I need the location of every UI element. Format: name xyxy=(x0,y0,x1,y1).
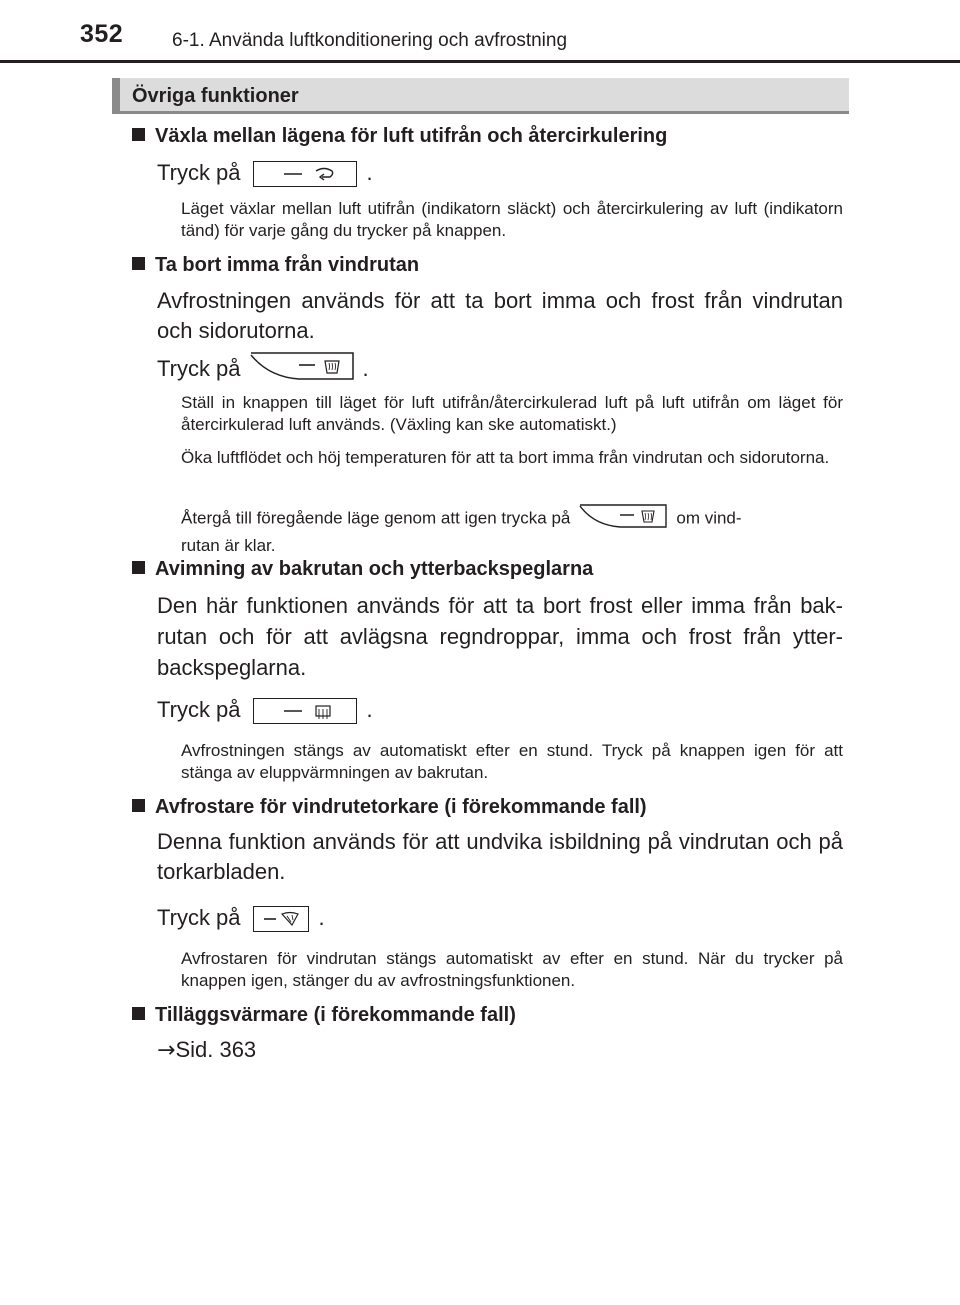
heading-square-bullet xyxy=(132,561,145,574)
heading-windshield xyxy=(132,253,419,277)
press-wiper xyxy=(157,903,325,933)
header-rule xyxy=(0,60,960,63)
front-defogger-button[interactable] xyxy=(249,351,355,389)
note-prefix: Återgå till föregående läge genom att igen trycka på xyxy=(181,508,571,528)
press-prefix: Tryck på xyxy=(157,905,241,930)
heading-wiper xyxy=(132,795,647,819)
press-windshield xyxy=(157,351,369,389)
aux-reference[interactable] xyxy=(157,1035,256,1066)
page-reference: Sid. 363 xyxy=(175,1037,257,1062)
arrow-icon: → xyxy=(157,1038,176,1063)
heading-square-bullet xyxy=(132,257,145,270)
press-suffix: . xyxy=(318,905,325,930)
heading-text: Avimning av bakrutan och ytterbackspeglarna xyxy=(155,558,594,580)
press-prefix: Tryck på xyxy=(157,160,241,185)
body-windshield: Avfrostningen används för att ta bort imma och frost från vindrutan och sidorutorna. xyxy=(157,288,843,343)
heading-text: Ta bort imma från vindrutan xyxy=(155,254,420,276)
page-number: 352 xyxy=(80,20,124,48)
press-prefix: Tryck på xyxy=(157,697,241,722)
heading-aux xyxy=(132,1003,516,1027)
chapter-title: 6-1. Använda luftkonditionering och avfrostning xyxy=(172,30,568,51)
front-defogger-icon xyxy=(578,503,668,529)
heading-text: Växla mellan lägena för luft utifrån och återcirkulering xyxy=(155,125,668,147)
recirculation-button[interactable] xyxy=(253,161,357,187)
press-suffix: . xyxy=(366,697,373,722)
note-rear: Avfrostningen stängs av automatiskt efter en stund. Tryck på knappen igen för att stänga av eluppvärmningen av bakrutan. xyxy=(181,741,843,782)
body-wiper: Denna funktion används för att undvika isbildning på vindrutan och på torkarbladen. xyxy=(157,829,843,884)
heading-square-bullet xyxy=(132,128,145,141)
note-windshield-3 xyxy=(181,503,843,557)
front-defogger-icon xyxy=(249,351,355,381)
press-recirculation xyxy=(157,158,373,188)
body-rear: Den här funktionen används för att ta bort frost eller imma från bak-rutan och för att avlägsna regndroppar, imma och frost från ytter-backspeglarna. xyxy=(157,593,843,680)
press-suffix: . xyxy=(366,160,373,185)
heading-recirculation xyxy=(132,124,667,148)
note-line-2: rutan är klar. xyxy=(181,536,276,555)
note-windshield-2: Öka luftflödet och höj temperaturen för att ta bort imma från vindrutan och sidorutorna. xyxy=(181,448,830,467)
section-bar xyxy=(112,78,849,114)
wiper-deicer-button[interactable] xyxy=(253,906,309,932)
rear-defogger-icon xyxy=(254,699,356,723)
wiper-deicer-icon xyxy=(254,907,308,931)
heading-square-bullet xyxy=(132,1007,145,1020)
note-suffix: om vind- xyxy=(676,508,742,528)
recirculation-icon xyxy=(254,162,356,186)
note-wiper: Avfrostaren för vindrutan stängs automatiskt av efter en stund. När du trycker på knappen igen, stänger du av avfrostningsfunktionen. xyxy=(181,949,843,990)
note-windshield-1: Ställ in knappen till läget för luft utifrån/återcirkulerad luft på luft utifrån om läget för återcirkulerad luft används. (Växling kan ske automatiskt.) xyxy=(181,393,843,434)
section-bar-accent xyxy=(112,78,120,111)
press-prefix: Tryck på xyxy=(157,355,241,381)
press-rear xyxy=(157,695,373,725)
front-defogger-inline-button[interactable] xyxy=(578,503,668,535)
note-recirculation: Läget växlar mellan luft utifrån (indikatorn släckt) och återcirkulering av luft (indikatorn tänd) för varje gång du trycker på knappen. xyxy=(181,199,843,240)
heading-rear xyxy=(132,557,593,581)
heading-text: Tilläggsvärmare (i förekommande fall) xyxy=(155,1004,516,1026)
press-suffix: . xyxy=(362,355,369,381)
section-title: Övriga funktioner xyxy=(132,85,299,107)
rear-defogger-button[interactable] xyxy=(253,698,357,724)
heading-text: Avfrostare för vindrutetorkare (i förekommande fall) xyxy=(155,796,647,818)
heading-square-bullet xyxy=(132,799,145,812)
